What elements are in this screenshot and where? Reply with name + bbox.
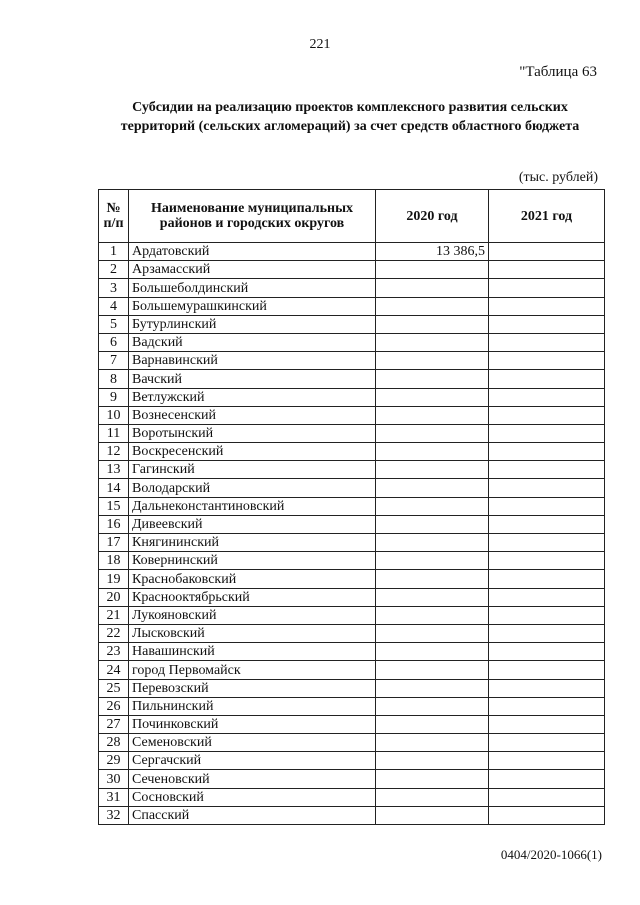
row-number: 10 [99, 406, 129, 424]
row-number: 29 [99, 752, 129, 770]
row-value-2020 [376, 697, 489, 715]
row-value-2020 [376, 643, 489, 661]
table-row [99, 261, 605, 279]
row-value-2021 [489, 534, 605, 552]
row-number: 7 [99, 352, 129, 370]
row-value-2021 [489, 679, 605, 697]
row-name: Ардатовский [129, 243, 376, 261]
table-row [99, 370, 605, 388]
row-name: Лукояновский [129, 606, 376, 624]
row-value-2021 [489, 570, 605, 588]
row-value-2020 [376, 715, 489, 733]
table-body [99, 243, 605, 825]
table-row [99, 606, 605, 624]
document-code: 0404/2020-1066(1) [500, 847, 602, 862]
row-value-2021 [489, 370, 605, 388]
table-row [99, 297, 605, 315]
row-value-2021 [489, 661, 605, 679]
row-value-2020 [376, 734, 489, 752]
row-number: 17 [99, 534, 129, 552]
row-name: Воскресенский [129, 443, 376, 461]
row-value-2021 [489, 806, 605, 824]
row-number: 9 [99, 388, 129, 406]
row-number: 24 [99, 661, 129, 679]
row-number: 27 [99, 715, 129, 733]
table-row [99, 279, 605, 297]
table-row [99, 752, 605, 770]
row-name: Семеновский [129, 734, 376, 752]
table-row [99, 679, 605, 697]
table-row [99, 479, 605, 497]
header-num: № п/п [99, 190, 129, 243]
row-number: 5 [99, 315, 129, 333]
header-name: Наименование муниципальных районов и городских округов [129, 190, 376, 243]
table-row [99, 624, 605, 642]
row-value-2020 [376, 788, 489, 806]
table-row [99, 697, 605, 715]
row-name: Навашинский [129, 643, 376, 661]
page-number: 221 [309, 37, 331, 52]
row-value-2020 [376, 443, 489, 461]
table-row [99, 534, 605, 552]
row-value-2020 [376, 333, 489, 351]
row-value-2020 [376, 461, 489, 479]
row-name: Пильнинский [129, 697, 376, 715]
table-row [99, 333, 605, 351]
row-number: 23 [99, 643, 129, 661]
row-name: Дивеевский [129, 515, 376, 533]
row-number: 26 [99, 697, 129, 715]
row-name: Большеболдинский [129, 279, 376, 297]
table-row [99, 515, 605, 533]
table-row [99, 661, 605, 679]
row-value-2021 [489, 624, 605, 642]
row-value-2021 [489, 715, 605, 733]
row-value-2021 [489, 479, 605, 497]
row-value-2020 [376, 352, 489, 370]
table-label: "Таблица 63 [519, 64, 597, 80]
row-value-2020 [376, 752, 489, 770]
row-number: 28 [99, 734, 129, 752]
row-name: Большемурашкинский [129, 297, 376, 315]
row-number: 13 [99, 461, 129, 479]
row-number: 2 [99, 261, 129, 279]
table-row [99, 461, 605, 479]
row-name: Перевозский [129, 679, 376, 697]
table-row [99, 788, 605, 806]
row-value-2021 [489, 279, 605, 297]
row-number: 31 [99, 788, 129, 806]
row-number: 11 [99, 424, 129, 442]
row-name: Арзамасский [129, 261, 376, 279]
table-row [99, 588, 605, 606]
row-value-2021 [489, 406, 605, 424]
row-value-2020 [376, 806, 489, 824]
row-number: 4 [99, 297, 129, 315]
table-row [99, 715, 605, 733]
row-name: Княгининский [129, 534, 376, 552]
row-value-2021 [489, 752, 605, 770]
row-value-2020 [376, 679, 489, 697]
row-value-2020 [376, 552, 489, 570]
row-value-2021 [489, 606, 605, 624]
row-number: 25 [99, 679, 129, 697]
row-name: Сеченовский [129, 770, 376, 788]
row-value-2020 [376, 406, 489, 424]
row-value-2020: 13 386,5 [376, 243, 489, 261]
row-name: Сосновский [129, 788, 376, 806]
row-name: Бутурлинский [129, 315, 376, 333]
row-value-2020 [376, 661, 489, 679]
row-value-2021 [489, 770, 605, 788]
row-value-2021 [489, 697, 605, 715]
row-value-2021 [489, 643, 605, 661]
row-name: Ветлужский [129, 388, 376, 406]
row-value-2021 [489, 461, 605, 479]
row-value-2020 [376, 388, 489, 406]
row-value-2020 [376, 515, 489, 533]
row-number: 14 [99, 479, 129, 497]
row-value-2020 [376, 424, 489, 442]
row-number: 20 [99, 588, 129, 606]
row-value-2021 [489, 352, 605, 370]
row-value-2021 [489, 424, 605, 442]
header-2021: 2021 год [489, 190, 605, 243]
subsidy-table [98, 189, 605, 825]
row-name: Ковернинский [129, 552, 376, 570]
row-value-2020 [376, 279, 489, 297]
row-name: Краснооктябрьский [129, 588, 376, 606]
row-name: Вачский [129, 370, 376, 388]
table-row [99, 243, 605, 261]
row-value-2021 [489, 734, 605, 752]
row-value-2020 [376, 297, 489, 315]
row-value-2021 [489, 261, 605, 279]
table-row [99, 388, 605, 406]
row-name: Воротынский [129, 424, 376, 442]
row-value-2021 [489, 243, 605, 261]
row-number: 15 [99, 497, 129, 515]
table-row [99, 552, 605, 570]
header-2020: 2020 год [376, 190, 489, 243]
units-label: (тыс. рублей) [518, 170, 598, 185]
table-row [99, 806, 605, 824]
row-number: 12 [99, 443, 129, 461]
row-value-2020 [376, 570, 489, 588]
row-name: Дальнеконстантиновский [129, 497, 376, 515]
row-name: Починковский [129, 715, 376, 733]
row-value-2020 [376, 315, 489, 333]
table-row [99, 770, 605, 788]
table-row [99, 406, 605, 424]
row-number: 32 [99, 806, 129, 824]
table-row [99, 734, 605, 752]
row-number: 6 [99, 333, 129, 351]
row-value-2020 [376, 534, 489, 552]
row-number: 8 [99, 370, 129, 388]
table-row [99, 643, 605, 661]
row-name: Гагинский [129, 461, 376, 479]
document-title: Субсидии на реализацию проектов комплексного развития сельских территорий (сельских агломераций) за счет средств областного бюджета [120, 100, 580, 134]
row-name: Лысковский [129, 624, 376, 642]
row-value-2020 [376, 588, 489, 606]
row-value-2021 [489, 588, 605, 606]
table-row [99, 424, 605, 442]
row-value-2021 [489, 443, 605, 461]
row-name: Спасский [129, 806, 376, 824]
row-value-2021 [489, 315, 605, 333]
row-value-2020 [376, 479, 489, 497]
row-number: 1 [99, 243, 129, 261]
row-value-2021 [489, 333, 605, 351]
row-number: 22 [99, 624, 129, 642]
row-name: Вадский [129, 333, 376, 351]
row-number: 18 [99, 552, 129, 570]
row-name: Володарский [129, 479, 376, 497]
row-name: город Первомайск [129, 661, 376, 679]
table-row [99, 352, 605, 370]
table-row [99, 315, 605, 333]
row-value-2021 [489, 515, 605, 533]
row-value-2021 [489, 388, 605, 406]
row-number: 21 [99, 606, 129, 624]
row-value-2020 [376, 770, 489, 788]
row-name: Вознесенский [129, 406, 376, 424]
table-header-row [99, 190, 605, 243]
table-row [99, 497, 605, 515]
row-value-2020 [376, 606, 489, 624]
row-number: 30 [99, 770, 129, 788]
row-number: 16 [99, 515, 129, 533]
row-name: Сергачский [129, 752, 376, 770]
row-value-2020 [376, 624, 489, 642]
row-value-2020 [376, 497, 489, 515]
row-name: Варнавинский [129, 352, 376, 370]
row-value-2021 [489, 552, 605, 570]
row-value-2020 [376, 261, 489, 279]
row-name: Краснобаковский [129, 570, 376, 588]
row-value-2021 [489, 497, 605, 515]
row-value-2020 [376, 370, 489, 388]
row-number: 19 [99, 570, 129, 588]
row-value-2021 [489, 297, 605, 315]
table-row [99, 443, 605, 461]
row-number: 3 [99, 279, 129, 297]
table-row [99, 570, 605, 588]
row-value-2021 [489, 788, 605, 806]
